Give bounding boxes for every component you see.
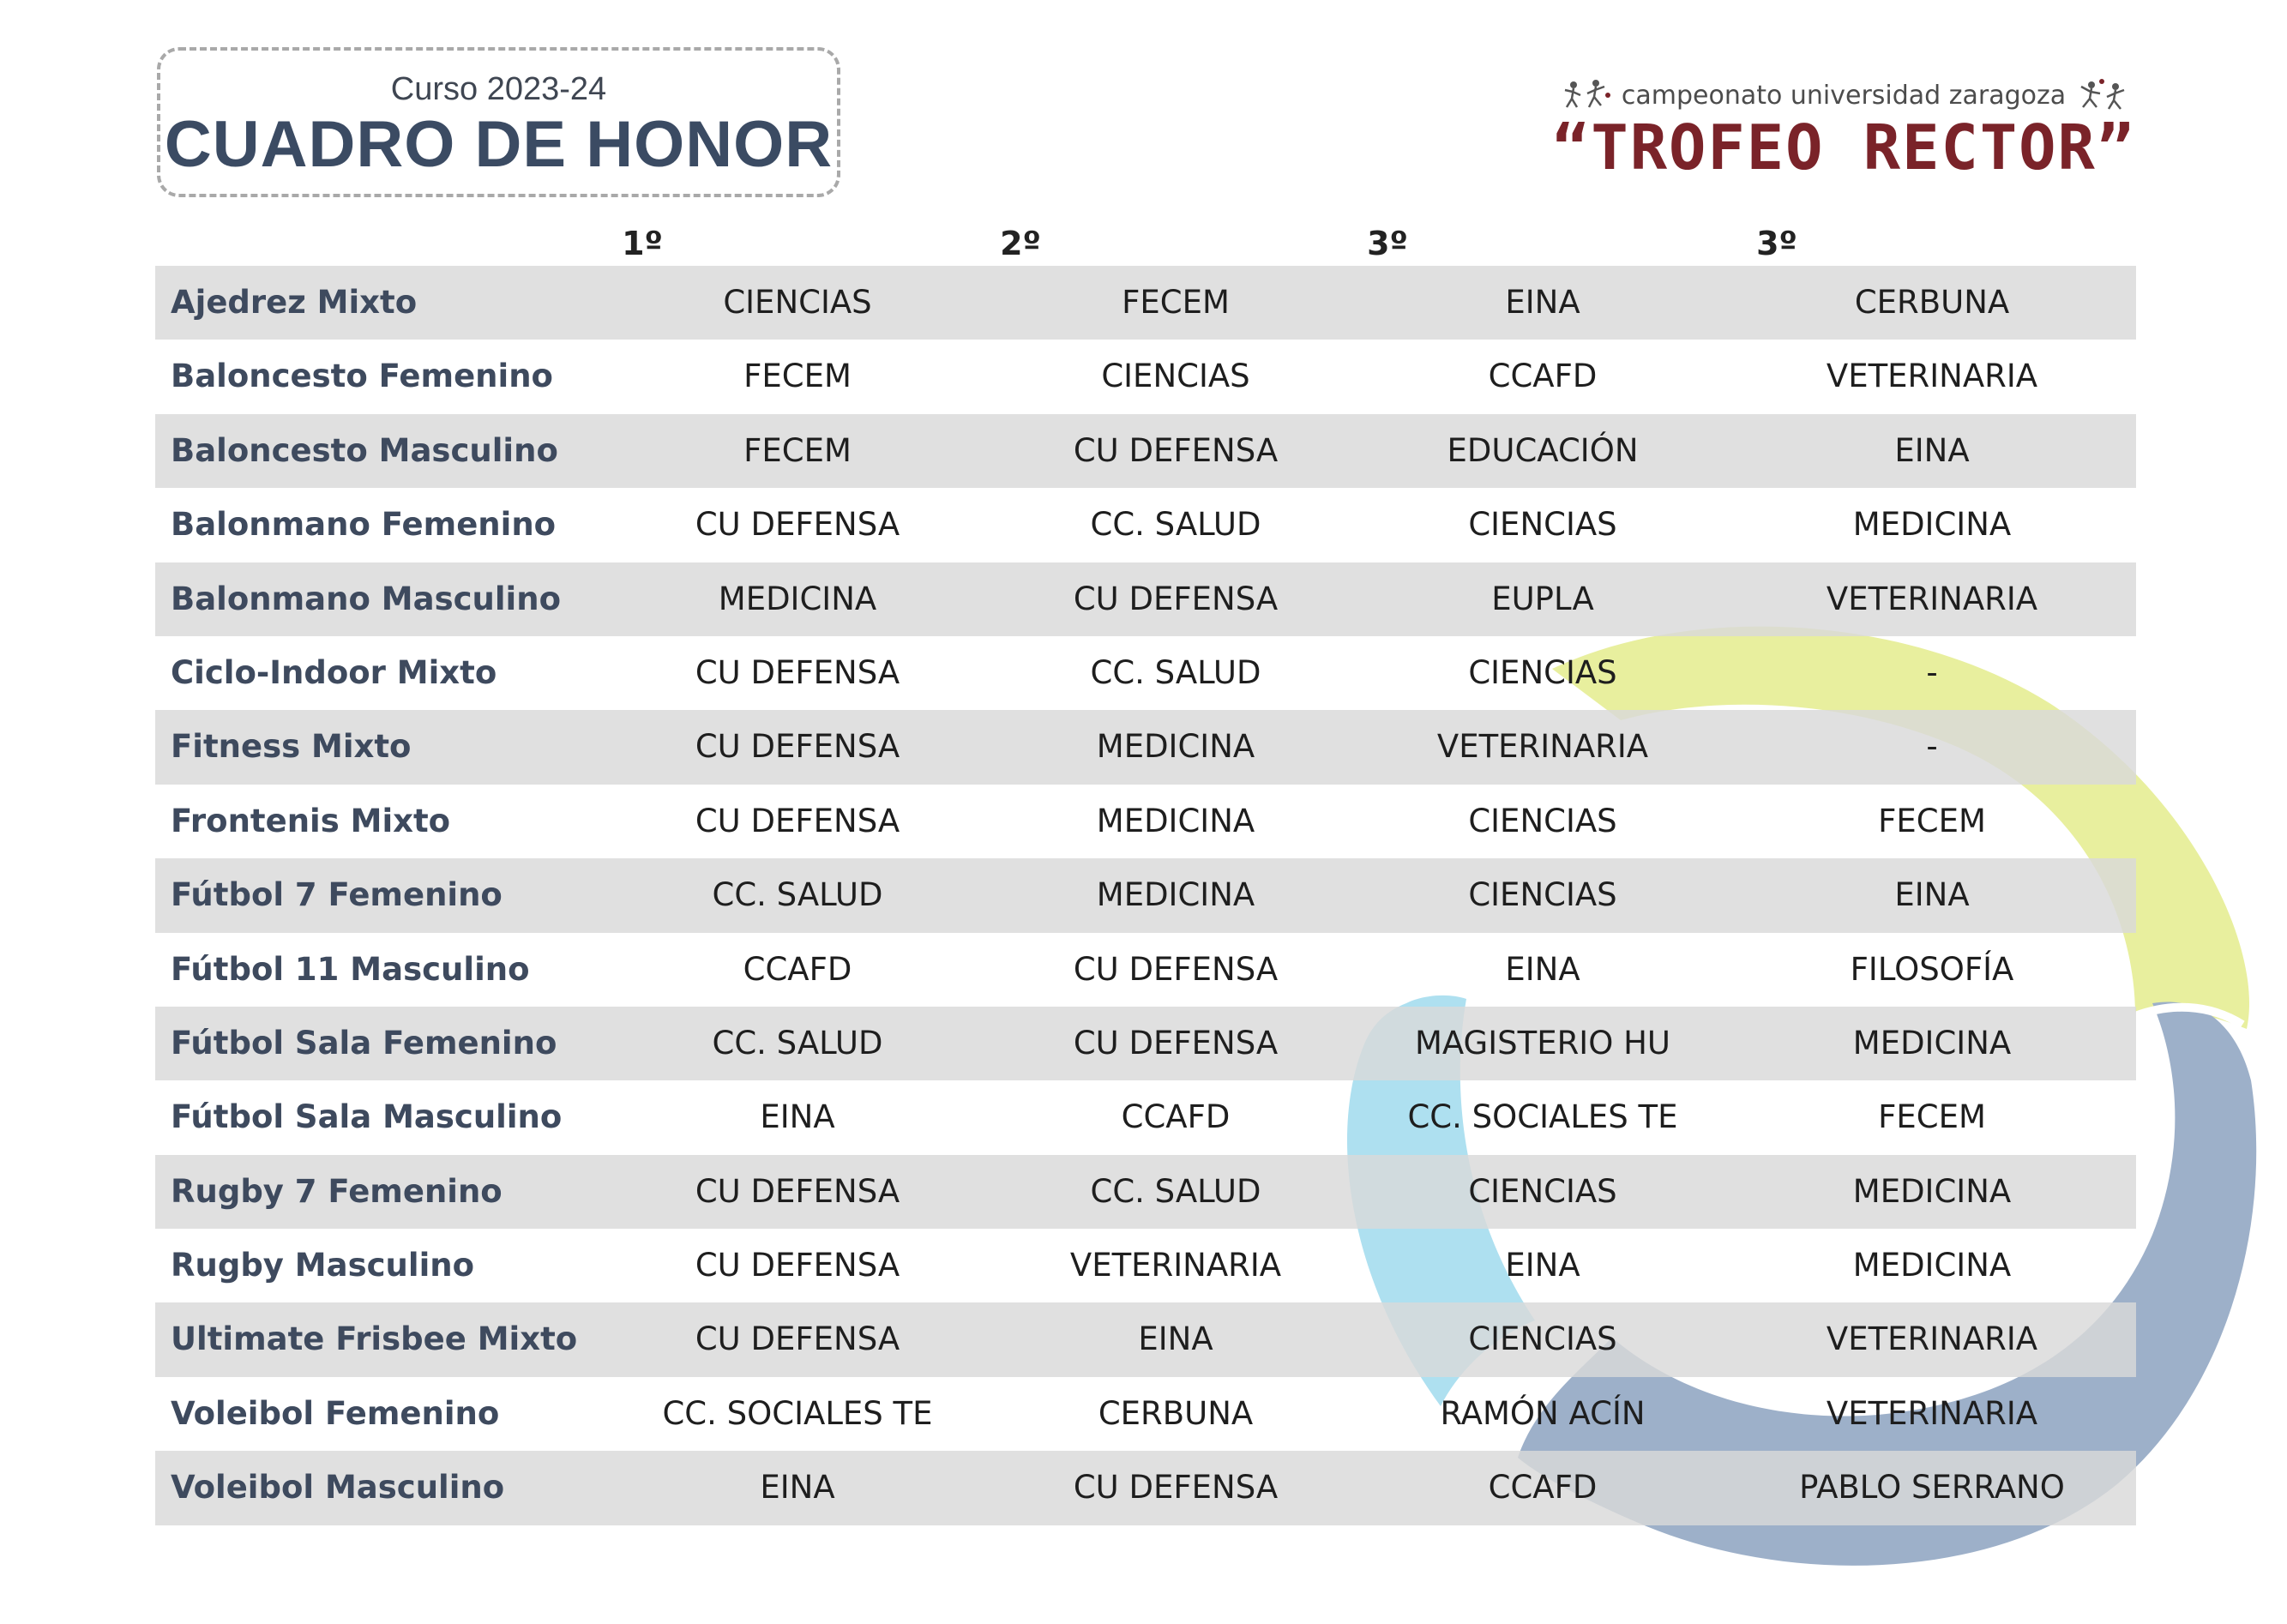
- table-row: [155, 1080, 2136, 1154]
- sport-name: Voleibol Femenino: [171, 1394, 500, 1432]
- second-place: CERBUNA: [1098, 1394, 1254, 1432]
- sport-name: Fútbol 11 Masculino: [171, 950, 530, 988]
- third-place-b: FECEM: [1878, 1098, 1986, 1136]
- third-place-b: MEDICINA: [1852, 1172, 2012, 1210]
- third-place-b: -: [1926, 653, 1938, 691]
- sport-name: Ciclo-Indoor Mixto: [171, 653, 497, 691]
- second-place: CIENCIAS: [1101, 358, 1250, 395]
- table-row: [155, 414, 2136, 488]
- second-place: EINA: [1138, 1320, 1213, 1358]
- championship-line: [1552, 74, 2135, 117]
- third-place-a: CIENCIAS: [1468, 506, 1617, 544]
- sport-name: Balonmano Femenino: [171, 506, 557, 544]
- second-place: CC. SALUD: [1090, 1172, 1261, 1210]
- championship-text: campeonato universidad zaragoza: [1621, 80, 2067, 111]
- third-place-b: VETERINARIA: [1826, 580, 2038, 617]
- first-place: FECEM: [743, 431, 852, 469]
- first-place: EINA: [760, 1469, 835, 1507]
- table-row: [155, 933, 2136, 1007]
- table-row: [155, 1007, 2136, 1080]
- first-place: CU DEFENSA: [695, 506, 900, 544]
- first-place: CC. SALUD: [712, 876, 883, 914]
- first-place: EINA: [760, 1098, 835, 1136]
- trophy-title: “TROFEO RECTOR”: [1552, 111, 2136, 183]
- third-place-a: EUPLA: [1491, 580, 1594, 617]
- sport-name: Balonmano Masculino: [171, 580, 561, 617]
- sport-name: Rugby 7 Femenino: [171, 1172, 503, 1210]
- third-place-a: CIENCIAS: [1468, 1320, 1617, 1358]
- sport-name: Ajedrez Mixto: [171, 284, 418, 321]
- sport-name: Voleibol Masculino: [171, 1469, 505, 1507]
- column-header-third-a: 3º: [1367, 225, 1408, 262]
- third-place-b: EINA: [1894, 431, 1970, 469]
- honor-title-box: [157, 47, 840, 197]
- column-header-third-b: 3º: [1756, 225, 1797, 262]
- third-place-b: MEDICINA: [1852, 1024, 2012, 1062]
- third-place-b: CERBUNA: [1854, 284, 2010, 321]
- second-place: FECEM: [1122, 284, 1230, 321]
- table-row: [155, 1302, 2136, 1376]
- table-row: [155, 266, 2136, 340]
- second-place: CU DEFENSA: [1073, 431, 1279, 469]
- third-place-a: MAGISTERIO HU: [1414, 1024, 1671, 1062]
- second-place: CU DEFENSA: [1073, 950, 1279, 988]
- table-row: [155, 488, 2136, 562]
- sport-name: Frontenis Mixto: [171, 802, 451, 839]
- page-title: CUADRO DE HONOR: [164, 108, 834, 181]
- table-row: [155, 340, 2136, 413]
- third-place-b: VETERINARIA: [1826, 1320, 2038, 1358]
- third-place-a: CC. SOCIALES TE: [1407, 1098, 1678, 1136]
- sport-name: Fútbol 7 Femenino: [171, 876, 503, 914]
- second-place: CCAFD: [1121, 1098, 1231, 1136]
- athletes-right-icon: [2074, 78, 2126, 112]
- third-place-b: PABLO SERRANO: [1799, 1469, 2065, 1507]
- table-row: [155, 562, 2136, 636]
- table-row: [155, 1377, 2136, 1451]
- first-place: CU DEFENSA: [695, 802, 900, 839]
- third-place-a: EINA: [1505, 1247, 1580, 1284]
- first-place: CU DEFENSA: [695, 728, 900, 766]
- table-row: [155, 785, 2136, 858]
- second-place: CU DEFENSA: [1073, 580, 1279, 617]
- sport-name: Baloncesto Masculino: [171, 431, 558, 469]
- third-place-b: EINA: [1894, 876, 1970, 914]
- first-place: CU DEFENSA: [695, 1172, 900, 1210]
- sport-name: Rugby Masculino: [171, 1247, 475, 1284]
- third-place-a: CCAFD: [1488, 358, 1598, 395]
- first-place: CC. SOCIALES TE: [662, 1394, 933, 1432]
- third-place-a: EINA: [1505, 950, 1580, 988]
- sport-name: Fútbol Sala Masculino: [171, 1098, 563, 1136]
- first-place: CU DEFENSA: [695, 1320, 900, 1358]
- third-place-a: CIENCIAS: [1468, 802, 1617, 839]
- first-place: CU DEFENSA: [695, 653, 900, 691]
- second-place: CU DEFENSA: [1073, 1024, 1279, 1062]
- trophy-logo: [1552, 74, 2135, 185]
- third-place-b: FECEM: [1878, 802, 1986, 839]
- second-place: VETERINARIA: [1069, 1247, 1282, 1284]
- sport-name: Fitness Mixto: [171, 728, 412, 766]
- third-place-b: -: [1926, 728, 1938, 766]
- table-row: [155, 1155, 2136, 1229]
- first-place: CIENCIAS: [723, 284, 872, 321]
- table-row: [155, 710, 2136, 784]
- first-place: CCAFD: [743, 950, 852, 988]
- first-place: MEDICINA: [718, 580, 877, 617]
- table-row: [155, 1229, 2136, 1302]
- first-place: CC. SALUD: [712, 1024, 883, 1062]
- table-row: [155, 636, 2136, 710]
- column-header-second: 2º: [1000, 225, 1041, 262]
- second-place: CC. SALUD: [1090, 506, 1261, 544]
- sport-name: Ultimate Frisbee Mixto: [171, 1320, 578, 1358]
- third-place-b: MEDICINA: [1852, 506, 2012, 544]
- table-row: [155, 1451, 2136, 1525]
- column-header-first: 1º: [622, 225, 663, 262]
- sport-name: Fútbol Sala Femenino: [171, 1024, 557, 1062]
- second-place: CU DEFENSA: [1073, 1469, 1279, 1507]
- third-place-b: VETERINARIA: [1826, 358, 2038, 395]
- second-place: MEDICINA: [1096, 728, 1255, 766]
- second-place: MEDICINA: [1096, 802, 1255, 839]
- second-place: CC. SALUD: [1090, 653, 1261, 691]
- third-place-a: VETERINARIA: [1436, 728, 1649, 766]
- second-place: MEDICINA: [1096, 876, 1255, 914]
- third-place-a: EDUCACIÓN: [1447, 431, 1639, 469]
- third-place-a: CIENCIAS: [1468, 1172, 1617, 1210]
- results-table: [155, 266, 2136, 1525]
- first-place: CU DEFENSA: [695, 1247, 900, 1284]
- sport-name: Baloncesto Femenino: [171, 358, 553, 395]
- table-row: [155, 858, 2136, 932]
- third-place-b: MEDICINA: [1852, 1247, 2012, 1284]
- third-place-a: CIENCIAS: [1468, 653, 1617, 691]
- third-place-a: CCAFD: [1488, 1469, 1598, 1507]
- athletes-left-icon: [1562, 78, 1613, 112]
- third-place-a: RAMÓN ACÍN: [1440, 1394, 1646, 1432]
- third-place-b: FILOSOFÍA: [1850, 950, 2014, 988]
- first-place: FECEM: [743, 358, 852, 395]
- third-place-b: VETERINARIA: [1826, 1394, 2038, 1432]
- third-place-a: CIENCIAS: [1468, 876, 1617, 914]
- course-year: Curso 2023-24: [390, 71, 607, 107]
- third-place-a: EINA: [1505, 284, 1580, 321]
